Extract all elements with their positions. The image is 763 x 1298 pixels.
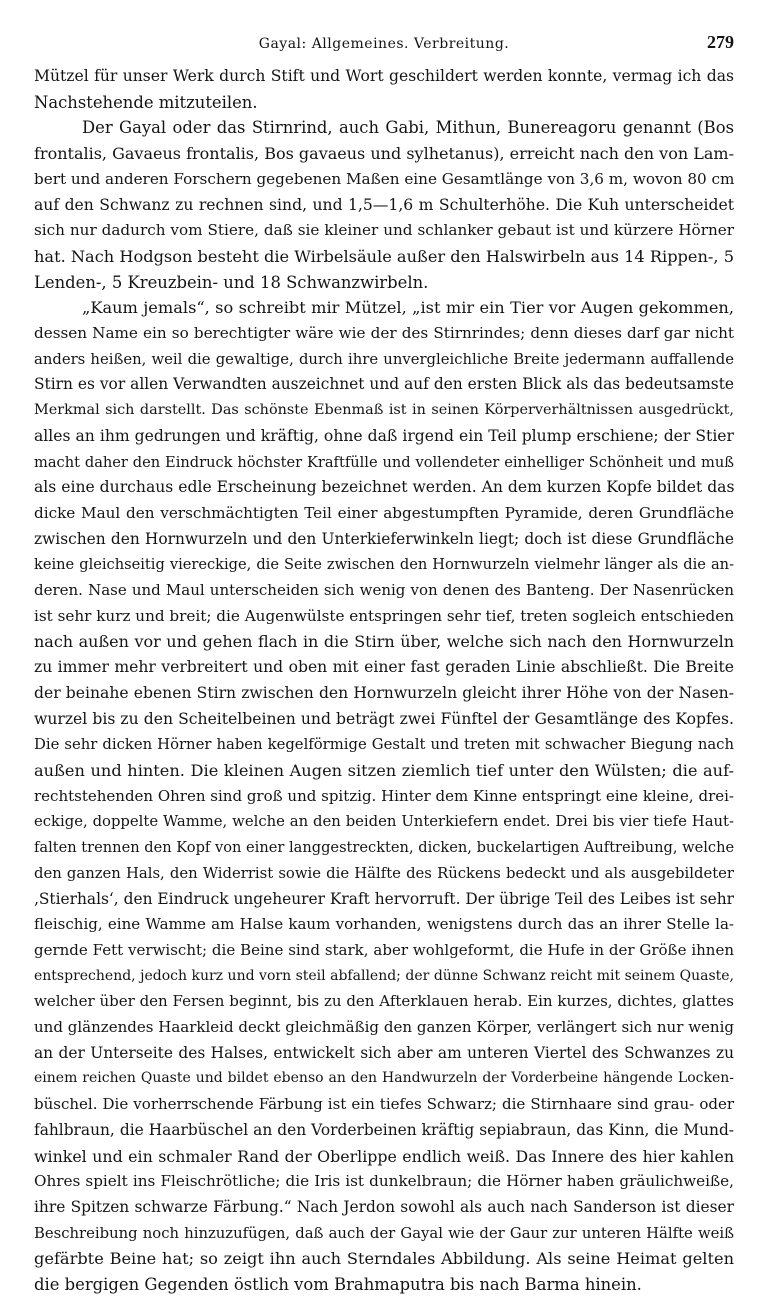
text-line: einem reichen Quaste und bildet ebenso an den Handwurzeln der Vorderbeine hängende Locken-	[34, 1070, 734, 1087]
text-line: macht daher den Eindruck höchster Kraftfülle und vollendeter einhelliger Schönheit und muß	[34, 453, 734, 471]
text-line: rechtstehenden Ohren sind groß und spitzig. Hinter dem Kinne entspringt eine kleine, drei-	[34, 786, 734, 805]
text-line: der beinahe ebenen Stirn zwischen den Hornwurzeln gleicht ihrer Höhe von der Nasen-	[34, 683, 734, 702]
text-line: als eine durchaus edle Erscheinung bezeichnet werden. An dem kurzen Kopfe bildet das	[34, 478, 735, 497]
text-line: Ohres spielt ins Fleischrötliche; die Iris ist dunkelbraun; die Hörner haben gräulichweiße,	[34, 1172, 734, 1191]
text-line: eckige, doppelte Wamme, welche an den beiden Unterkiefern endet. Drei bis vier tiefe Haut-	[34, 813, 734, 831]
text-line: anders heißen, weil die gewaltige, durch ihre unvergleichliche Breite jedermann auffallende	[34, 350, 734, 368]
text-line: entsprechend, jedoch kurz und vorn steil abfallend; der dünne Schwanz reicht mit seinem Quaste,	[34, 967, 734, 984]
text-line: winkel und ein schmaler Rand der Oberlippe endlich weiß. Das Innere des hier kahlen	[34, 1146, 734, 1166]
text-line: dicke Maul den verschmächtigten Teil einer abgestumpften Pyramide, deren Grundfläche	[34, 503, 734, 522]
text-line: gernde Fett verwischt; die Beine sind stark, aber wohlgeformt, die Hufe in der Größe ihnen	[34, 940, 734, 959]
text-line: welcher über den Fersen beginnt, bis zu den Afterklauen herab. Ein kurzes, dichtes, glattes	[34, 992, 734, 1011]
text-line: gefärbte Beine hat; so zeigt ihn auch Sterndales Abbildung. Als seine Heimat gelten	[34, 1249, 734, 1269]
text-line: außen und hinten. Die kleinen Augen sitzen ziemlich tief unter den Wülsten; die auf-	[34, 760, 734, 780]
text-line: Der Gayal oder das Stirnrind, auch Gabi, Mithun, Bunereagoru genannt (Bos	[82, 118, 734, 138]
text-line: Die sehr dicken Hörner haben kegelförmige Gestalt und treten mit schwacher Biegung nach	[34, 736, 734, 754]
text-line: die bergigen Gegenden östlich vom Brahmaputra bis nach Barma hinein.	[34, 1275, 642, 1295]
text-line: und glänzendes Haarkleid deckt gleichmäßig den ganzen Körper, verlängert sich nur wenig	[34, 1018, 734, 1037]
text-line: Beschreibung noch hinzuzufügen, daß auch der Gayal wie der Gaur zur unteren Hälfte weiß	[34, 1224, 734, 1242]
text-line: dessen Name ein so berechtigter wäre wie der des Stirnrindes; denn dieses darf gar nicht	[34, 324, 734, 343]
text-line: frontalis, Gavaeus frontalis, Bos gavaeus und sylhetanus), erreicht nach den von Lam-	[34, 144, 734, 164]
running-head: Gayal: Allgemeines. Verbreitung.	[258, 36, 510, 52]
text-line: Stirn es vor allen Verwandten auszeichnet und auf den ersten Blick als das bedeutsamste	[34, 375, 734, 394]
text-line: alles an ihm gedrungen und kräftig, ohne daß irgend ein Teil plump erschiene; der Stier	[34, 426, 734, 445]
text-line: den ganzen Hals, den Widerrist sowie die Hälfte des Rückens bedeckt und als ausgebildeter	[34, 864, 734, 882]
text-line: „Kaum jemals“, so schreibt mir Mützel, „ist mir ein Tier vor Augen gekommen,	[82, 298, 734, 318]
text-line: wurzel bis zu den Scheitelbeinen und beträgt zwei Fünftel der Gesamtlänge des Kopfes.	[34, 709, 734, 728]
book-page	[34, 30, 734, 1298]
text-line: Lenden-, 5 Kreuzbein- und 18 Schwanzwirbeln.	[34, 272, 429, 292]
text-line: ihre Spitzen schwarze Färbung.“ Nach Jerdon sowohl als auch nach Sanderson ist dieser	[34, 1197, 734, 1216]
text-line: an der Unterseite des Halses, entwickelt sich aber am unteren Viertel des Schwanzes zu	[34, 1043, 734, 1062]
text-line: fleischig, eine Wamme am Halse kaum vorhanden, wenigstens durch das an ihrer Stelle la-	[34, 915, 734, 934]
text-line: Mützel für unser Werk durch Stift und Wort geschildert werden konnte, vermag ich das	[34, 67, 734, 85]
text-line: büschel. Die vorherrschende Färbung ist ein tiefes Schwarz; die Stirnhaare sind grau- oder	[34, 1095, 734, 1114]
text-line: ‚Stierhals‘, den Eindruck ungeheurer Kraft hervorruft. Der übrige Teil des Leibes ist sehr	[34, 889, 734, 908]
page-number: 279	[707, 32, 734, 52]
text-line: Nachstehende mitzuteilen.	[34, 92, 258, 112]
text-line: Merkmal sich darstellt. Das schönste Ebenmaß ist in seinen Körperverhältnissen ausgedrückt,	[34, 402, 734, 419]
text-line: auf den Schwanz zu rechnen sind, und 1,5—1,6 m Schulterhöhe. Die Kuh unterscheidet	[34, 195, 734, 214]
text-line: nach außen vor und gehen flach in die Stirn über, welche sich nach den Hornwurzeln	[34, 632, 734, 652]
text-line: zu immer mehr verbreitert und oben mit einer fast geraden Linie abschließt. Die Breite	[34, 658, 734, 677]
text-line: fahlbraun, die Haarbüschel an den Vorderbeinen kräftig sepiabraun, das Kinn, die Mund-	[34, 1120, 734, 1139]
text-line: hat. Nach Hodgson besteht die Wirbelsäule außer den Halswirbeln aus 14 Rippen-, 5	[34, 246, 734, 266]
text-line: zwischen den Hornwurzeln und den Unterkieferwinkeln liegt; doch ist diese Grundfläche	[34, 529, 734, 548]
text-line: ist sehr kurz und breit; die Augenwülste entspringen sehr tief, treten sogleich entschieden	[34, 606, 735, 625]
text-line: bert und anderen Forschern gegebenen Maßen eine Gesamtlänge von 3,6 m, wovon 80 cm	[34, 169, 735, 188]
text-line: falten trennen den Kopf von einer langgestreckten, dicken, buckelartigen Auftreibung, welche	[34, 839, 735, 857]
text-line: deren. Nase und Maul unterscheiden sich wenig von denen des Banteng. Der Nasenrücken	[34, 581, 734, 600]
text-line: sich nur dadurch vom Stiere, daß sie kleiner und schlanker gebaut ist und kürzere Hörner	[34, 221, 734, 240]
text-line: keine gleichseitig viereckige, die Seite zwischen den Hornwurzeln vielmehr länger als die an-	[34, 556, 734, 574]
body-text	[34, 64, 734, 1298]
page-header	[34, 30, 734, 64]
